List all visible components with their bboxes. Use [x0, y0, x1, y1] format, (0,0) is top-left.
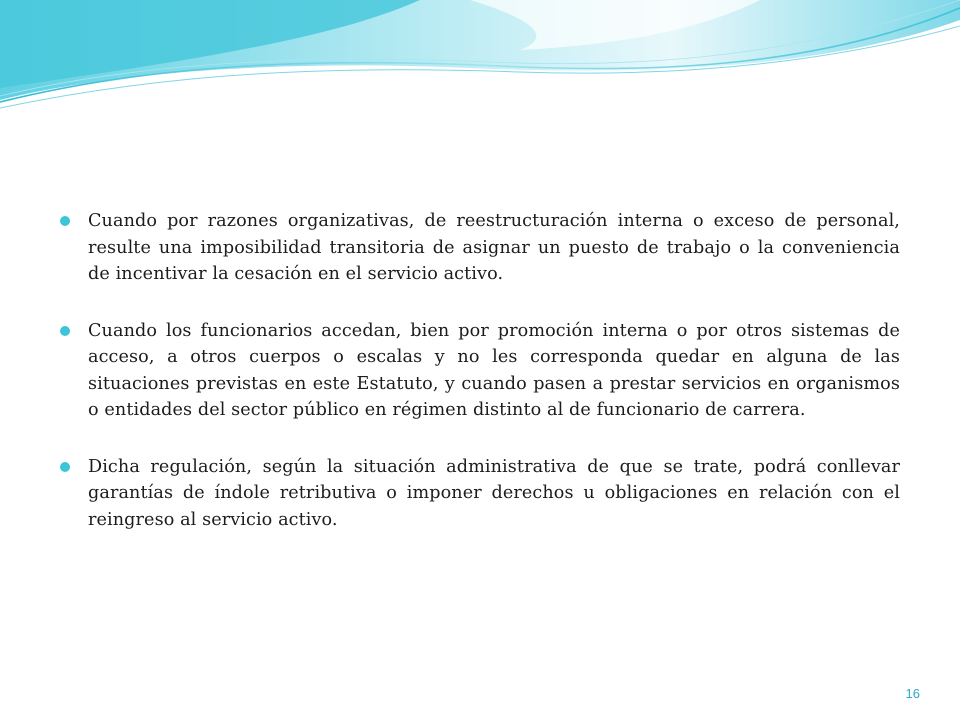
bullet-text: Cuando los funcionarios accedan, bien por promoción interna o por otros sistemas de acceso, a otros cuerpos o escalas y no les corresponda quedar en alguna de las situaciones previstas en este Estatuto, y cuando pasen a prestar servicios en organismos o entidades del sector público en régimen distinto al de funcionario de carrera. — [88, 320, 900, 420]
bullet-text: Dicha regulación, según la situación administrativa de que se trate, podrá conllevar garantías de índole retributiva o imponer derechos u obligaciones en relación con el reingreso al servicio activo. — [88, 456, 900, 530]
bullet-item — [60, 454, 900, 534]
bullet-list — [60, 208, 900, 563]
bullet-text: Cuando por razones organizativas, de reestructuración interna o exceso de personal, resulte una imposibilidad transitoria de asignar un puesto de trabajo o la conveniencia de incentivar la cesación en el servicio activo. — [88, 211, 900, 284]
bullet-item — [60, 208, 900, 288]
page-number: 16 — [905, 686, 920, 701]
bullet-dot-icon — [60, 216, 70, 226]
header-wave-decoration — [0, 0, 960, 120]
bullet-dot-icon — [60, 462, 70, 472]
bullet-dot-icon — [60, 326, 70, 336]
bullet-item — [60, 318, 900, 424]
